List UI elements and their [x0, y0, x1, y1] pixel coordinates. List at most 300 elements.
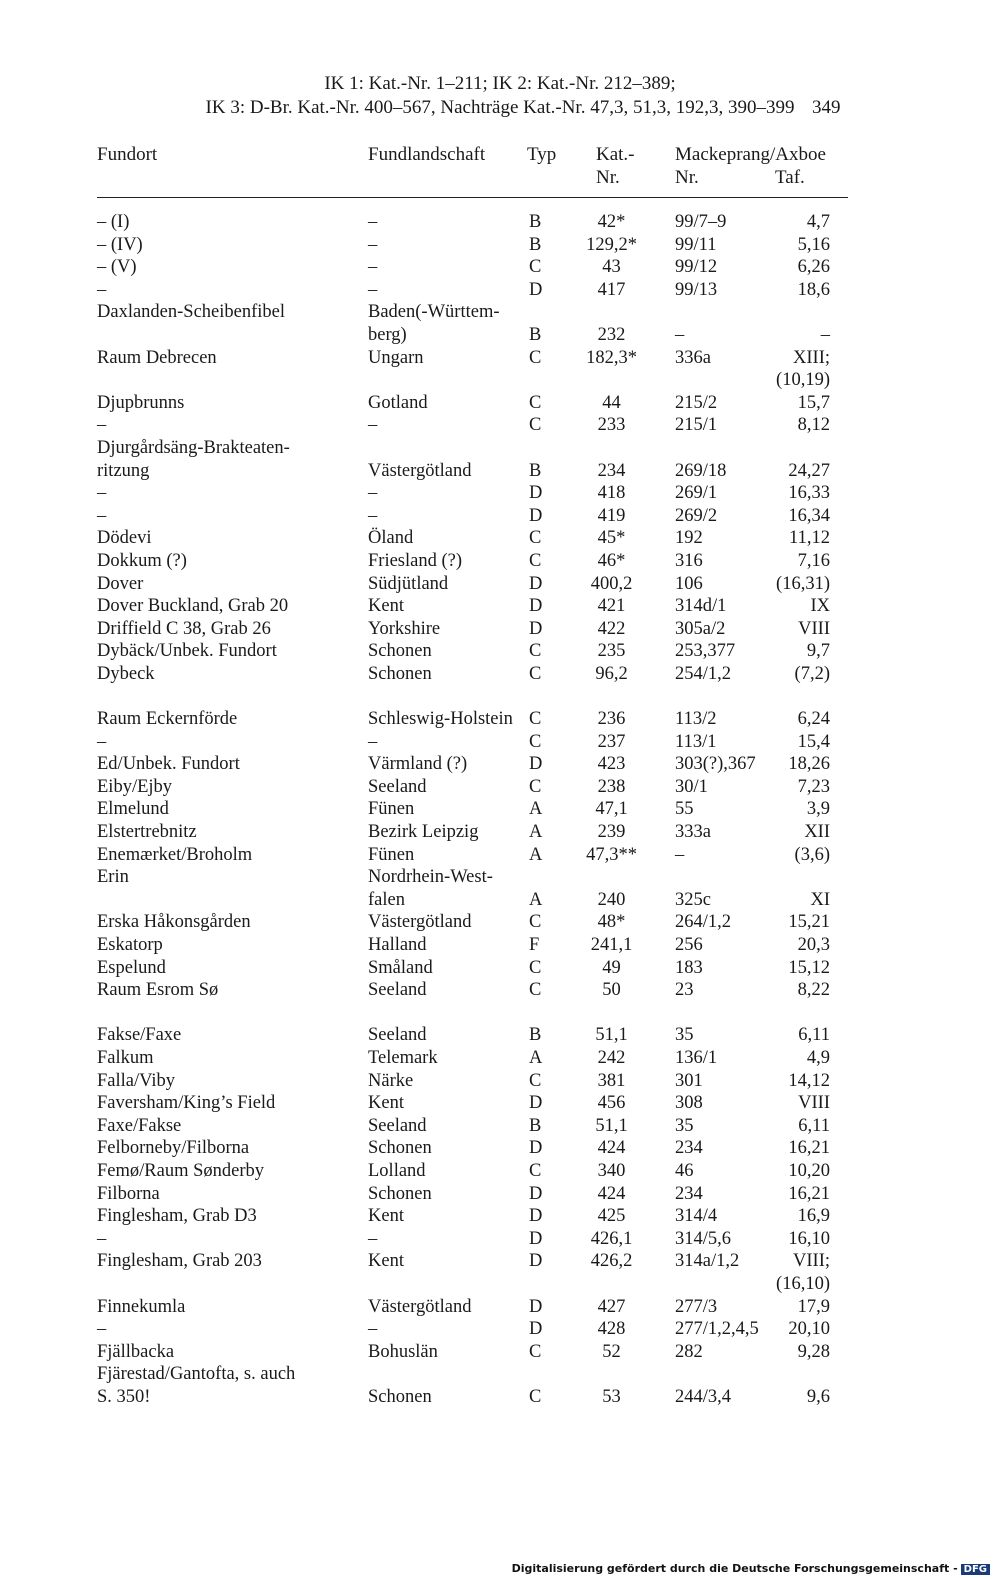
fundort-cell: – (IV): [97, 234, 143, 255]
column-header-mackeprang: Mackeprang/Axboe: [675, 144, 826, 165]
table-row: [0, 1047, 1000, 1070]
fundort-cell: Finglesham, Grab 203: [97, 1251, 262, 1272]
kat-nr-cell: 242: [597, 1047, 626, 1068]
table-row: [0, 957, 1000, 980]
fundort-cell: Dödevi: [97, 528, 152, 549]
fundlandschaft-cell: Telemark: [368, 1047, 438, 1068]
tafel-cell: 4,9: [806, 1047, 830, 1068]
table-row: [0, 663, 1000, 686]
fundlandschaft-cell: Ungarn: [368, 347, 424, 368]
tafel-cell: 16,10: [788, 1228, 830, 1249]
typ-cell: C: [529, 912, 542, 933]
fundlandschaft-cell: Schonen: [368, 1183, 432, 1204]
kat-nr-cell: 426,1: [590, 1228, 633, 1249]
typ-cell: D: [529, 1138, 543, 1159]
tafel-cell: 15,7: [797, 392, 830, 413]
mackeprang-nr-cell: 183: [675, 957, 703, 978]
mackeprang-nr-cell: 215/1: [675, 415, 718, 436]
kat-nr-cell: 400,2: [590, 573, 633, 594]
fundlandschaft-cell: –: [368, 279, 378, 300]
column-header-fundort: Fundort: [97, 144, 158, 165]
fundlandschaft-cell: Seeland: [368, 1115, 427, 1136]
fundlandschaft-cell: Västergötland: [368, 1296, 472, 1317]
fundort-cell: Dover Buckland, Grab 20: [97, 596, 289, 617]
kat-nr-cell: 427: [597, 1296, 626, 1317]
page-number: 349: [812, 97, 841, 118]
fundort-cell: Dybäck/Unbek. Fundort: [97, 641, 277, 662]
fundort-cell: Dybeck: [97, 663, 155, 684]
tafel-cell: 16,34: [788, 505, 830, 526]
typ-cell: C: [529, 1341, 542, 1362]
fundlandschaft-cell: –: [368, 212, 378, 232]
table-row: [0, 1092, 1000, 1115]
kat-nr-cell: 241,1: [590, 935, 633, 955]
fundlandschaft-cell: –: [368, 1228, 378, 1249]
tafel-cell: 18,26: [788, 754, 830, 775]
mackeprang-nr-cell: 99/7–9: [675, 212, 727, 232]
typ-cell: B: [529, 1115, 542, 1136]
mackeprang-nr-cell: 23: [675, 980, 694, 1001]
column-header-fundlandschaft: Fundlandschaft: [368, 144, 486, 165]
fundort-cell: Eiby/Ejby: [97, 776, 173, 797]
kat-nr-cell: 50: [602, 980, 621, 1001]
tafel-cell: 11,12: [789, 528, 830, 549]
fundort-cell: Faversham/King’s Field: [97, 1093, 276, 1114]
fundort-cell: Finglesham, Grab D3: [97, 1206, 257, 1227]
fundort-cell: Finnekumla: [97, 1296, 186, 1317]
kat-nr-cell: 182,3*: [586, 347, 637, 368]
tafel-cell: 6,24: [797, 709, 830, 730]
kat-nr-cell: 423: [597, 754, 626, 775]
typ-cell: C: [529, 550, 542, 571]
fundlandschaft-cell: Västergötland: [368, 460, 472, 481]
fundlandschaft-cell: Bohuslän: [368, 1341, 438, 1362]
typ-cell: B: [529, 324, 542, 345]
kat-nr-cell: 47,3**: [586, 844, 637, 865]
dfg-logo: DFG: [961, 1564, 990, 1575]
kat-nr-cell: 456: [597, 1093, 626, 1114]
kat-nr-cell: 51,1: [595, 1025, 628, 1046]
table-row: [0, 369, 1000, 392]
table-row: [0, 1160, 1000, 1183]
fundort-cell: Fjärestad/Gantofta, s. auch: [97, 1364, 296, 1385]
mackeprang-nr-cell: 277/1,2,4,5: [675, 1319, 759, 1340]
fundort-cell: –: [97, 1319, 107, 1340]
typ-cell: C: [529, 641, 542, 662]
fundlandschaft-cell: Schonen: [368, 663, 432, 684]
fundort-cell: Erin: [97, 867, 129, 888]
fundort-cell: Enemærket/Broholm: [97, 844, 253, 865]
fundort-cell: Fjällbacka: [97, 1341, 175, 1362]
mackeprang-nr-cell: 305a/2: [675, 618, 726, 639]
kat-nr-cell: 44: [602, 392, 621, 413]
table-row: [0, 1296, 1000, 1319]
table-row: [0, 279, 1000, 302]
fundlandschaft-cell: Bezirk Leipzig: [368, 822, 479, 843]
kat-nr-cell: 425: [597, 1206, 626, 1227]
typ-cell: B: [529, 234, 542, 255]
typ-cell: D: [529, 1319, 543, 1340]
kat-nr-cell: 48*: [597, 912, 626, 933]
fundlandschaft-cell: –: [368, 483, 378, 504]
tafel-cell: 18,6: [797, 279, 830, 300]
mackeprang-nr-cell: 234: [675, 1183, 703, 1204]
mackeprang-nr-cell: 336a: [675, 347, 711, 368]
tafel-cell: 7,16: [797, 550, 830, 571]
fundlandschaft-cell: Yorkshire: [368, 618, 441, 639]
tafel-cell: 6,11: [798, 1025, 830, 1046]
table-row: [0, 1183, 1000, 1206]
kat-nr-cell: 240: [597, 889, 626, 910]
table-row: [0, 889, 1000, 912]
fundort-cell: –: [97, 731, 107, 752]
fundlandschaft-cell: berg): [368, 324, 407, 345]
fundort-cell: Falkum: [97, 1047, 154, 1068]
tafel-cell: VIII: [798, 618, 830, 639]
fundort-cell: Elmelund: [97, 799, 169, 820]
kat-nr-cell: 428: [597, 1319, 626, 1340]
tafel-cell: 20,10: [788, 1319, 830, 1340]
fundlandschaft-cell: Kent: [368, 596, 404, 617]
column-header-kat-line-1: Kat.-: [596, 144, 635, 165]
running-header-line-1: IK 1: Kat.-Nr. 1–211; IK 2: Kat.-Nr. 212–389;: [324, 73, 676, 94]
tafel-cell: XIII;: [793, 347, 830, 368]
mackeprang-nr-cell: 269/1: [675, 483, 718, 504]
fundort-cell: Erska Håkonsgården: [97, 912, 251, 933]
fundlandschaft-cell: falen: [368, 889, 405, 910]
fundort-cell: Djupbrunns: [97, 392, 185, 413]
typ-cell: C: [529, 776, 542, 797]
fundlandschaft-cell: Seeland: [368, 1025, 427, 1046]
kat-nr-cell: 426,2: [590, 1251, 633, 1272]
tafel-cell: 3,9: [806, 799, 830, 820]
tafel-cell: 16,9: [797, 1206, 830, 1227]
kat-nr-cell: 52: [602, 1341, 621, 1362]
running-header-line-2: IK 3: D-Br. Kat.-Nr. 400–567, Nachträge Kat.-Nr. 47,3, 51,3, 192,3, 390–399: [205, 97, 795, 118]
fundlandschaft-cell: Schonen: [368, 1386, 432, 1407]
table-row: [0, 505, 1000, 528]
column-header-tafel: Taf.: [775, 167, 805, 188]
table-row: [0, 1250, 1000, 1273]
tafel-cell: 9,6: [806, 1386, 830, 1407]
table-row: [0, 414, 1000, 437]
mackeprang-nr-cell: 314a/1,2: [675, 1251, 740, 1272]
fundort-cell: Driffield C 38, Grab 26: [97, 618, 271, 639]
footer-text: Digitalisierung gefördert durch die Deutsche Forschungsgemeinschaft -: [511, 1562, 958, 1575]
tafel-cell: 7,23: [797, 776, 830, 797]
table-row: [0, 1341, 1000, 1364]
fundort-cell: Raum Eckernförde: [97, 709, 238, 730]
fundlandschaft-cell: Gotland: [368, 392, 428, 413]
kat-nr-cell: 239: [597, 822, 626, 843]
fundort-cell: Dover: [97, 573, 144, 594]
tafel-cell: (7,2): [794, 663, 830, 684]
mackeprang-nr-cell: 269/18: [675, 460, 727, 481]
table-row: [0, 1205, 1000, 1228]
tafel-cell: 20,3: [797, 935, 830, 955]
fundort-cell: Daxlanden-Scheibenfibel: [97, 302, 286, 323]
mackeprang-nr-cell: 264/1,2: [675, 912, 732, 933]
tafel-cell: (3,6): [794, 844, 830, 865]
tafel-cell: VIII: [798, 1093, 830, 1114]
kat-nr-cell: 232: [597, 324, 626, 345]
typ-cell: D: [529, 1296, 543, 1317]
kat-nr-cell: 236: [597, 709, 626, 730]
tafel-cell: 16,33: [788, 483, 830, 504]
fundort-cell: Djurgårdsäng-Brakteaten-: [97, 437, 290, 458]
kat-nr-cell: 424: [597, 1183, 626, 1204]
table-row: [0, 211, 1000, 234]
typ-cell: D: [529, 505, 543, 526]
tafel-cell: 15,12: [788, 957, 830, 978]
tafel-cell: 15,21: [788, 912, 830, 933]
mackeprang-nr-cell: 333a: [675, 822, 711, 843]
table-row: [0, 1024, 1000, 1047]
kat-nr-cell: 340: [597, 1160, 626, 1181]
fundlandschaft-cell: Südjütland: [368, 573, 449, 594]
kat-nr-cell: 421: [597, 596, 626, 617]
tafel-cell: 5,16: [797, 234, 830, 255]
table-row: [0, 708, 1000, 731]
typ-cell: A: [529, 1047, 543, 1068]
mackeprang-nr-cell: 277/3: [675, 1296, 718, 1317]
table-row: [0, 256, 1000, 279]
fundlandschaft-cell: Kent: [368, 1206, 404, 1227]
tafel-cell: IX: [810, 596, 830, 617]
typ-cell: D: [529, 279, 543, 300]
kat-nr-cell: 422: [597, 618, 626, 639]
typ-cell: C: [529, 957, 542, 978]
mackeprang-nr-cell: 99/12: [675, 257, 718, 278]
table-row: [0, 1386, 1000, 1409]
typ-cell: C: [529, 663, 542, 684]
typ-cell: D: [529, 1206, 543, 1227]
fundort-cell: Falla/Viby: [97, 1070, 176, 1091]
fundlandschaft-cell: Schonen: [368, 1138, 432, 1159]
fundort-cell: Eskatorp: [97, 935, 163, 955]
tafel-cell: 16,21: [788, 1183, 830, 1204]
typ-cell: B: [529, 1025, 542, 1046]
tafel-cell: 9,7: [806, 641, 830, 662]
fundlandschaft-cell: –: [368, 1319, 378, 1340]
table-row: [0, 460, 1000, 483]
fundort-cell: –: [97, 279, 107, 300]
fundlandschaft-cell: Värmland (?): [368, 754, 468, 775]
kat-nr-cell: 238: [597, 776, 626, 797]
table-row: [0, 618, 1000, 641]
kat-nr-cell: 45*: [597, 528, 626, 549]
typ-cell: D: [529, 596, 543, 617]
typ-cell: D: [529, 1228, 543, 1249]
tafel-cell: XII: [804, 822, 830, 843]
mackeprang-nr-cell: 244/3,4: [675, 1386, 732, 1407]
table-row: [0, 866, 1000, 889]
typ-cell: D: [529, 1093, 543, 1114]
header-rule: [97, 197, 848, 198]
mackeprang-nr-cell: 35: [675, 1115, 694, 1136]
fundort-cell: Ed/Unbek. Fundort: [97, 754, 240, 775]
fundlandschaft-cell: Fünen: [368, 799, 415, 820]
fundlandschaft-cell: Nordrhein-West-: [368, 867, 493, 888]
tafel-cell: –: [820, 324, 830, 345]
mackeprang-nr-cell: 234: [675, 1138, 703, 1159]
fundort-cell: Femø/Raum Sønderby: [97, 1160, 265, 1181]
mackeprang-nr-cell: 136/1: [675, 1047, 718, 1068]
kat-nr-cell: 233: [597, 415, 626, 436]
tafel-cell: 6,26: [797, 257, 830, 278]
fundort-cell: Faxe/Fakse: [97, 1115, 182, 1136]
typ-cell: A: [529, 844, 543, 865]
typ-cell: A: [529, 822, 543, 843]
mackeprang-nr-cell: 269/2: [675, 505, 718, 526]
catalogue-table: [0, 211, 1000, 1408]
fundlandschaft-cell: Baden(-Württem-: [368, 302, 500, 323]
fundort-cell: Dokkum (?): [97, 550, 187, 571]
table-row: [0, 550, 1000, 573]
mackeprang-nr-cell: 99/13: [675, 279, 718, 300]
mackeprang-nr-cell: 35: [675, 1025, 694, 1046]
typ-cell: C: [529, 415, 542, 436]
kat-nr-cell: 96,2: [595, 663, 628, 684]
mackeprang-nr-cell: 314/5,6: [675, 1228, 732, 1249]
fundort-cell: – (V): [97, 257, 137, 278]
tafel-cell: 17,9: [797, 1296, 830, 1317]
fundort-cell: ritzung: [97, 460, 150, 481]
table-row: [0, 1115, 1000, 1138]
fundlandschaft-cell: Närke: [368, 1070, 414, 1091]
mackeprang-nr-cell: 325c: [675, 889, 711, 910]
tafel-cell: 15,4: [797, 731, 830, 752]
kat-nr-cell: 418: [597, 483, 626, 504]
fundlandschaft-cell: –: [368, 415, 378, 436]
fundort-cell: Elstertrebnitz: [97, 822, 197, 843]
fundlandschaft-cell: Schleswig-Holstein: [368, 709, 513, 730]
table-row: [0, 1318, 1000, 1341]
tafel-cell: 14,12: [788, 1070, 830, 1091]
table-row: [0, 234, 1000, 257]
typ-cell: B: [529, 212, 542, 232]
section-gap: [0, 685, 1000, 708]
typ-cell: C: [529, 347, 542, 368]
table-row: [0, 437, 1000, 460]
fundort-cell: –: [97, 483, 107, 504]
typ-cell: B: [529, 460, 542, 481]
mackeprang-nr-cell: 253,377: [675, 641, 736, 662]
fundort-cell: – (I): [97, 212, 130, 232]
mackeprang-nr-cell: 316: [675, 550, 703, 571]
kat-nr-cell: 424: [597, 1138, 626, 1159]
kat-nr-cell: 235: [597, 641, 626, 662]
mackeprang-nr-cell: 55: [675, 799, 694, 820]
mackeprang-nr-cell: 106: [675, 573, 703, 594]
fundlandschaft-cell: Halland: [368, 935, 427, 955]
typ-cell: F: [529, 935, 540, 955]
kat-nr-cell: 43: [602, 257, 621, 278]
table-row: [0, 595, 1000, 618]
table-row: [0, 844, 1000, 867]
mackeprang-nr-cell: 303(?),367: [675, 754, 756, 775]
fundlandschaft-cell: Schonen: [368, 641, 432, 662]
table-row: [0, 640, 1000, 663]
typ-cell: D: [529, 618, 543, 639]
table-row: [0, 1273, 1000, 1296]
tafel-cell: XI: [810, 889, 830, 910]
section-gap: [0, 1002, 1000, 1025]
table-row: [0, 573, 1000, 596]
typ-cell: C: [529, 257, 542, 278]
tafel-cell: (16,10): [776, 1273, 830, 1294]
mackeprang-nr-cell: 192: [675, 528, 703, 549]
mackeprang-nr-cell: 46: [675, 1160, 694, 1181]
fundort-cell: –: [97, 415, 107, 436]
mackeprang-nr-cell: 256: [675, 935, 703, 955]
fundort-cell: –: [97, 505, 107, 526]
fundort-cell: Raum Esrom Sø: [97, 980, 219, 1001]
table-row: [0, 324, 1000, 347]
typ-cell: D: [529, 483, 543, 504]
fundlandschaft-cell: Kent: [368, 1093, 404, 1114]
kat-nr-cell: 381: [597, 1070, 626, 1091]
table-row: [0, 1363, 1000, 1386]
column-header-mackeprang-nr: Nr.: [675, 167, 699, 188]
mackeprang-nr-cell: 308: [675, 1093, 703, 1114]
typ-cell: D: [529, 573, 543, 594]
table-row: [0, 821, 1000, 844]
tafel-cell: 8,12: [797, 415, 830, 436]
table-row: [0, 482, 1000, 505]
typ-cell: C: [529, 1386, 542, 1407]
fundort-cell: Espelund: [97, 957, 166, 978]
table-row: [0, 776, 1000, 799]
footer-credit: [512, 1562, 990, 1575]
kat-nr-cell: 51,1: [595, 1115, 628, 1136]
mackeprang-nr-cell: 301: [675, 1070, 703, 1091]
table-row: [0, 979, 1000, 1002]
mackeprang-nr-cell: –: [675, 844, 685, 865]
column-header-typ: Typ: [527, 144, 557, 165]
mackeprang-nr-cell: 254/1,2: [675, 663, 732, 684]
mackeprang-nr-cell: 30/1: [675, 776, 708, 797]
table-row: [0, 301, 1000, 324]
typ-cell: C: [529, 731, 542, 752]
typ-cell: C: [529, 528, 542, 549]
table-row: [0, 753, 1000, 776]
fundort-cell: S. 350!: [97, 1386, 151, 1407]
mackeprang-nr-cell: –: [675, 324, 685, 345]
table-row: [0, 1228, 1000, 1251]
table-row: [0, 911, 1000, 934]
table-row: [0, 798, 1000, 821]
kat-nr-cell: 47,1: [595, 799, 628, 820]
fundlandschaft-cell: –: [368, 731, 378, 752]
typ-cell: D: [529, 1183, 543, 1204]
typ-cell: A: [529, 799, 543, 820]
fundlandschaft-cell: –: [368, 234, 378, 255]
mackeprang-nr-cell: 282: [675, 1341, 703, 1362]
fundlandschaft-cell: Öland: [368, 528, 414, 549]
fundort-cell: Fakse/Faxe: [97, 1025, 182, 1046]
table-row: [0, 347, 1000, 370]
kat-nr-cell: 49: [602, 957, 621, 978]
kat-nr-cell: 237: [597, 731, 626, 752]
mackeprang-nr-cell: 314/4: [675, 1206, 718, 1227]
mackeprang-nr-cell: 99/11: [675, 234, 717, 255]
fundlandschaft-cell: Friesland (?): [368, 550, 463, 571]
fundlandschaft-cell: Västergötland: [368, 912, 472, 933]
mackeprang-nr-cell: 113/1: [675, 731, 717, 752]
tafel-cell: 9,28: [797, 1341, 830, 1362]
typ-cell: C: [529, 1160, 542, 1181]
